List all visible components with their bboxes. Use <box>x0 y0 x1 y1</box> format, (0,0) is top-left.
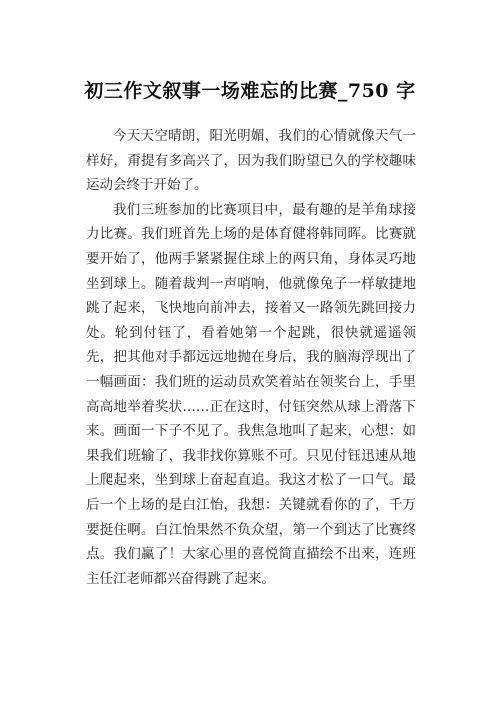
paragraph-race: 我们三班参加的比赛项目中，最有趣的是羊角球接力比赛。我们班首先上场的是体育健将韩同晖。比赛就要开始了，他两手紧紧握住球上的两只角，身体灵巧地坐到球上。随着裁判一声哨响，他就像兔子一样敏捷地跳了起来，飞快地向前冲去，接着又一路领先跳回接力处。轮到付钰了，看着她第一个起跳，很快就遥遥领先，把其他对手都远远地抛在身后，我的脑海浮现出了一幅画面：我们班的运动员欢笑着站在领奖台上，手里高高地举着奖状……正在这时，付钰突然从球上滑落下来。画面一下子不见了。我焦急地叫了起来，心想：如果我们班输了，我非找你算账不可。只见付钰迅速从地上爬起来，坐到球上奋起直追。我这才松了一口气。最后一个上场的是白江怡，我想：关键就看你的了，千万要挺住啊。白江怡果然不负众望，第一个到达了比赛终点。我们赢了！大家心里的喜悦简直描绘不出来，连班主任江老师都兴奋得跳了起来。 <box>86 201 416 587</box>
document-body <box>86 124 416 591</box>
paragraph-intro: 今天天空晴朗，阳光明媚，我们的心情就像天气一样好，甭提有多高兴了，因为我们盼望已久的学校趣味运动会终于开始了。 <box>86 128 416 194</box>
document-title: 初三作文叙事一场难忘的比赛_750 字 <box>84 79 416 102</box>
